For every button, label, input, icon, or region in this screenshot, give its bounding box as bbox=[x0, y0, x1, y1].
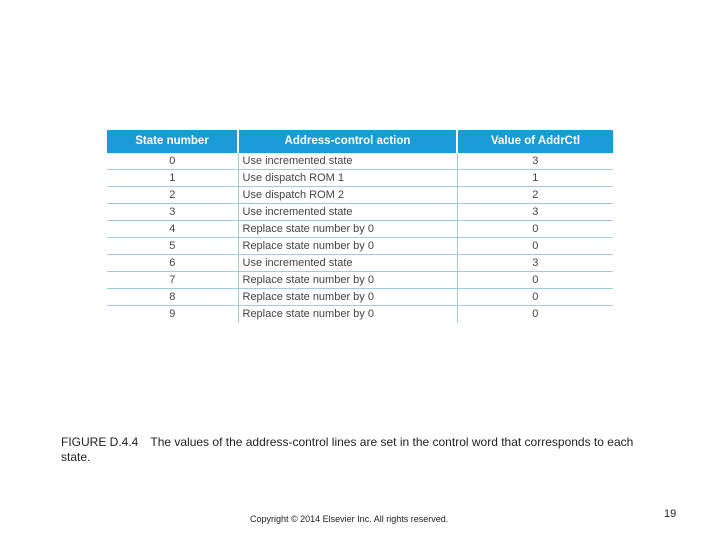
cell-value: 3 bbox=[457, 204, 613, 221]
cell-action: Use incremented state bbox=[238, 255, 457, 272]
cell-value: 1 bbox=[457, 170, 613, 187]
cell-action: Use incremented state bbox=[238, 153, 457, 170]
table-row bbox=[107, 272, 613, 289]
cell-state: 3 bbox=[107, 204, 238, 221]
cell-state: 8 bbox=[107, 289, 238, 306]
cell-action: Replace state number by 0 bbox=[238, 221, 457, 238]
table-row bbox=[107, 170, 613, 187]
cell-action: Replace state number by 0 bbox=[238, 272, 457, 289]
cell-state: 2 bbox=[107, 187, 238, 204]
table-row bbox=[107, 221, 613, 238]
cell-action: Use dispatch ROM 1 bbox=[238, 170, 457, 187]
table-row bbox=[107, 153, 613, 170]
table-row bbox=[107, 204, 613, 221]
header-address-control-action: Address-control action bbox=[238, 130, 457, 153]
figure-caption bbox=[61, 435, 661, 465]
header-value-of-addrctl: Value of AddrCtl bbox=[457, 130, 613, 153]
cell-state: 9 bbox=[107, 306, 238, 323]
cell-value: 0 bbox=[457, 272, 613, 289]
cell-value: 3 bbox=[457, 255, 613, 272]
table-header-row bbox=[107, 130, 613, 153]
cell-action: Replace state number by 0 bbox=[238, 289, 457, 306]
cell-value: 2 bbox=[457, 187, 613, 204]
page-number: 19 bbox=[664, 508, 677, 520]
header-state-number: State number bbox=[107, 130, 238, 153]
table-row bbox=[107, 289, 613, 306]
copyright-notice: Copyright © 2014 Elsevier Inc. All rights reserved. bbox=[250, 514, 449, 524]
table-row bbox=[107, 187, 613, 204]
cell-action: Replace state number by 0 bbox=[238, 238, 457, 255]
cell-value: 0 bbox=[457, 221, 613, 238]
table-row bbox=[107, 255, 613, 272]
figure-label: FIGURE D.4.4 bbox=[61, 435, 139, 449]
cell-state: 0 bbox=[107, 153, 238, 170]
cell-action: Use incremented state bbox=[238, 204, 457, 221]
cell-state: 4 bbox=[107, 221, 238, 238]
cell-value: 0 bbox=[457, 289, 613, 306]
address-control-table bbox=[107, 130, 613, 322]
table-row bbox=[107, 306, 613, 323]
cell-state: 5 bbox=[107, 238, 238, 255]
cell-state: 1 bbox=[107, 170, 238, 187]
cell-value: 0 bbox=[532, 308, 539, 320]
cell-action: Replace state number by 0 bbox=[238, 306, 457, 323]
figure-caption-text: The values of the address-control lines are set in the control word that corresponds to each state. bbox=[61, 435, 634, 464]
cell-state: 7 bbox=[107, 272, 238, 289]
cell-action: Use dispatch ROM 2 bbox=[238, 187, 457, 204]
cell-state: 6 bbox=[107, 255, 238, 272]
table-row bbox=[107, 238, 613, 255]
cell-value: 3 bbox=[457, 153, 613, 170]
cell-value: 0 bbox=[457, 238, 613, 255]
